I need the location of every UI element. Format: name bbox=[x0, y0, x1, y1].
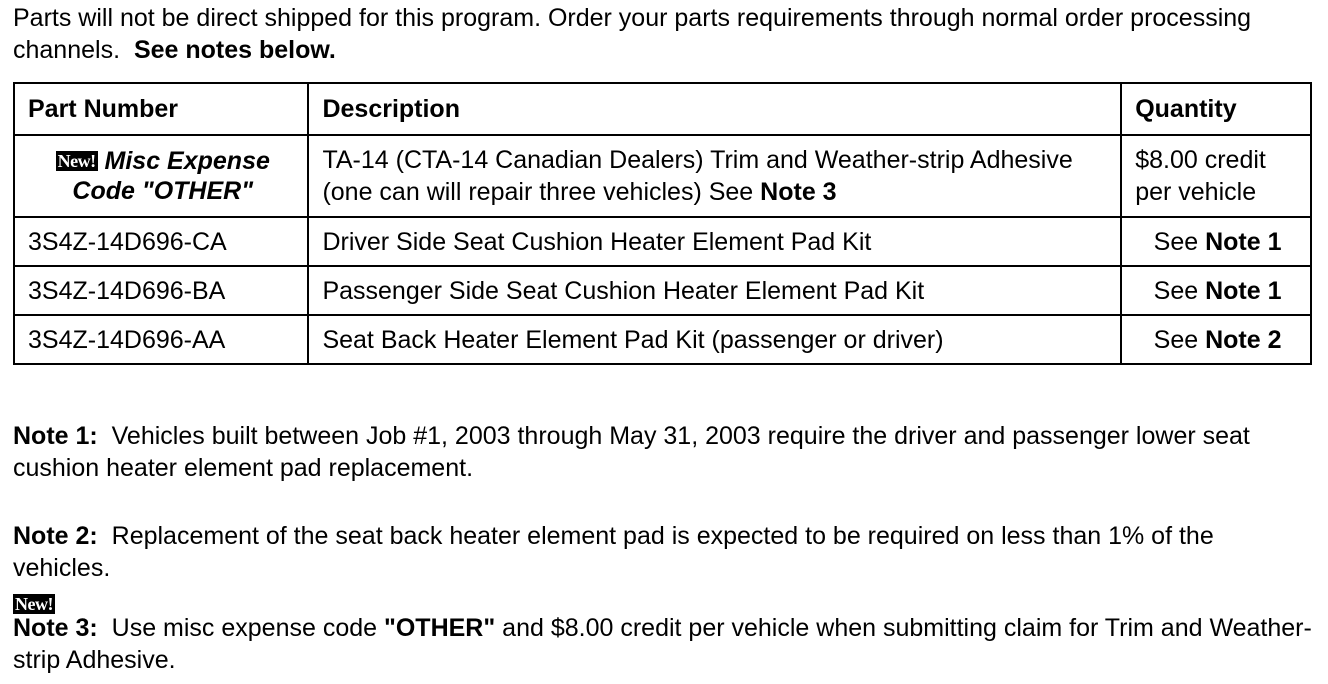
table-header-row bbox=[14, 83, 1311, 135]
note-1-text: Vehicles built between Job #1, 2003 through May 31, 2003 require the driver and passenger lower seat cushion heater element pad replacement. bbox=[13, 422, 1250, 482]
note-2-label: Note 2: bbox=[13, 522, 98, 550]
intro-see-notes: See notes below. bbox=[133, 36, 336, 64]
quantity-prefix: See bbox=[1153, 276, 1199, 305]
note-3-text-before: Use misc expense code bbox=[111, 614, 378, 642]
note-2 bbox=[13, 520, 1313, 584]
new-badge: New! bbox=[15, 594, 53, 614]
quantity-cell bbox=[1121, 266, 1311, 315]
part-number-cell: 3S4Z-14D696-AA bbox=[14, 315, 308, 364]
part-number-cell: 3S4Z-14D696-BA bbox=[14, 266, 308, 315]
misc-description-cell bbox=[308, 135, 1121, 217]
table-row bbox=[14, 315, 1311, 364]
misc-part-number-cell bbox=[14, 135, 308, 217]
table-row-misc-expense bbox=[14, 135, 1311, 217]
description-cell: Driver Side Seat Cushion Heater Element Pad Kit bbox=[308, 217, 1121, 266]
quantity-cell bbox=[1121, 315, 1311, 364]
notes-section bbox=[13, 420, 1313, 676]
note-3-code: "OTHER" bbox=[384, 614, 496, 642]
note-1-label: Note 1: bbox=[13, 422, 98, 450]
quantity-prefix: See bbox=[1153, 325, 1199, 354]
table-row bbox=[14, 217, 1311, 266]
misc-description: TA-14 (CTA-14 Canadian Dealers) Trim and Weather-strip Adhesive (one can will repair three vehicles) See bbox=[322, 146, 1073, 206]
header-quantity: Quantity bbox=[1121, 83, 1311, 135]
quantity-note-ref: Note 1 bbox=[1205, 227, 1282, 256]
misc-quantity-cell: $8.00 credit per vehicle bbox=[1121, 135, 1311, 217]
header-part-number: Part Number bbox=[14, 83, 308, 135]
part-number-cell: 3S4Z-14D696-CA bbox=[14, 217, 308, 266]
quantity-prefix: See bbox=[1153, 227, 1199, 256]
note-3-badge-row bbox=[13, 588, 1313, 612]
intro-text: Parts will not be direct shipped for this program. Order your parts requirements through normal order processing channels. bbox=[13, 4, 1252, 64]
document-page bbox=[13, 0, 1313, 674]
misc-part-number: Misc Expense Code "OTHER" bbox=[72, 147, 270, 205]
quantity-note-ref: Note 2 bbox=[1205, 325, 1282, 354]
intro-paragraph bbox=[13, 2, 1313, 66]
new-badge: New! bbox=[57, 151, 96, 171]
parts-table bbox=[13, 82, 1312, 365]
quantity-note-ref: Note 1 bbox=[1205, 276, 1282, 305]
note-3-label: Note 3: bbox=[13, 614, 98, 642]
quantity-cell bbox=[1121, 217, 1311, 266]
note-3-text-after: and $8.00 credit per vehicle when submitting claim for Trim and Weather-strip Adhesive. bbox=[13, 614, 1312, 674]
note-3 bbox=[13, 612, 1313, 676]
note-1 bbox=[13, 420, 1313, 484]
table-row bbox=[14, 266, 1311, 315]
header-description: Description bbox=[308, 83, 1121, 135]
description-cell: Seat Back Heater Element Pad Kit (passenger or driver) bbox=[308, 315, 1121, 364]
description-cell: Passenger Side Seat Cushion Heater Element Pad Kit bbox=[308, 266, 1121, 315]
note-2-text: Replacement of the seat back heater element pad is expected to be required on less than 1% of the vehicles. bbox=[13, 522, 1214, 582]
misc-description-note-ref: Note 3 bbox=[760, 178, 837, 206]
